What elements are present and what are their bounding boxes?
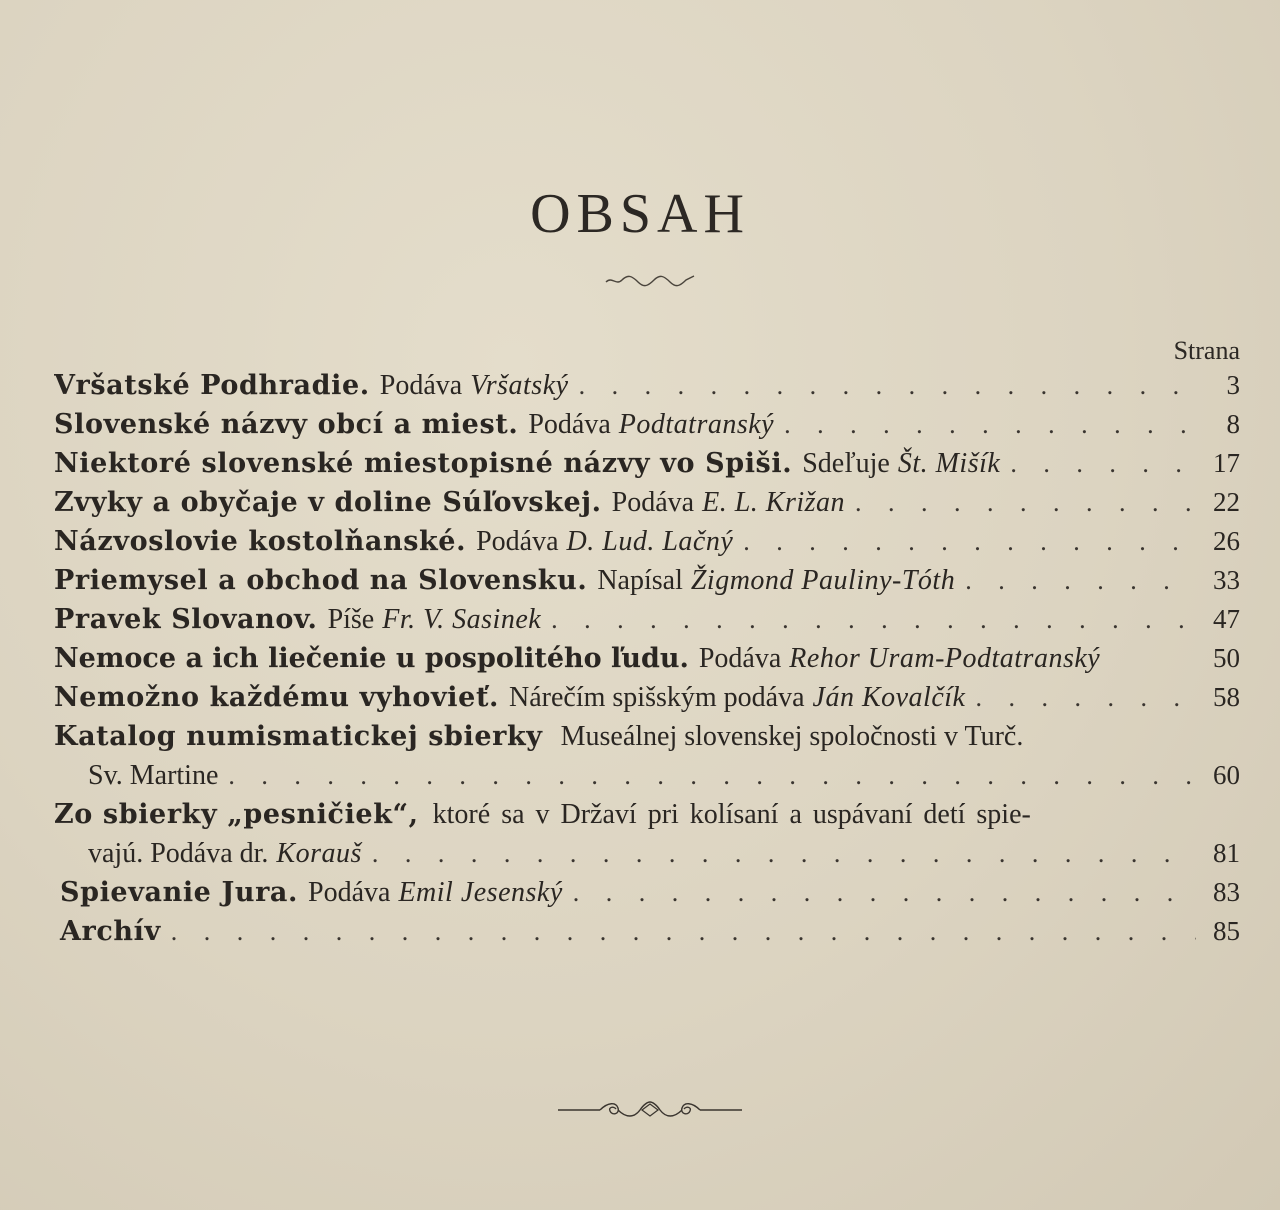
entry-verb: Podáva [528,409,611,440]
toc-entry [54,444,1240,483]
entry-title: Katalog numismatickej sbierky [54,721,543,752]
entry-author: Ján Kovalčík [812,682,966,713]
entry-text: Museálnej slovenskej spoločnosti v Turč. [560,721,1024,752]
dot-leader [579,366,1196,405]
entry-page: 8 [1226,409,1240,439]
dot-leader [1010,444,1196,483]
dot-leader [171,912,1196,951]
toc-entry [54,522,1240,561]
page-title: OBSAH [530,183,750,245]
entry-author: Žigmond Pauliny-Tóth [690,565,956,596]
entry-author: Rehor Uram-Podtatranský [789,643,1101,674]
entry-title: Zo sbierky „pesničiek“, [54,799,419,830]
entry-page: 81 [1213,838,1240,868]
entry-verb: Napísal [597,565,683,596]
entry-title: Slovenské názvy obcí a miest. [54,409,519,440]
entry-page: 58 [1213,682,1240,712]
table-of-contents [54,366,1240,951]
entry-author: Fr. V. Sasinek [382,604,542,635]
entry-title: Zvyky a obyčaje v doline Súľovskej. [54,487,602,518]
entry-verb: Podáva [698,643,782,674]
entry-page: 3 [1226,370,1240,400]
entry-title: Vršatské Podhradie. [54,370,370,401]
dot-leader [784,405,1196,444]
toc-entry [54,678,1240,717]
entry-page: 17 [1213,448,1240,478]
toc-entry [54,405,1240,444]
toc-entry [54,483,1240,522]
entry-title: Nemožno každému vyhovieť. [54,682,500,713]
entry-page: 50 [1213,643,1240,673]
entry-verb: Podáva [476,526,559,557]
dot-leader [372,834,1196,873]
toc-entry [54,600,1240,639]
entry-text-continued: Sv. Martine [88,760,219,791]
dot-leader [573,873,1196,912]
entry-title: Nemoce a ich liečenie u pospolitého ľudu. [54,643,689,674]
entry-page: 83 [1213,877,1240,907]
entry-page: 47 [1213,604,1240,634]
page-column-header: Strana [1173,336,1240,365]
entry-verb: Podáva [611,487,695,518]
dot-leader [965,561,1196,600]
entry-text: ktoré sa v Državí pri kolísaní a uspávaní detí spie- [432,799,1031,830]
entry-title: Názvoslovie kostolňanské. [54,526,467,557]
entry-title: Priemysel a obchod na Slovensku. [54,565,588,596]
entry-verb: Sdeľuje [802,448,890,479]
entry-author: E. L. Križan [702,487,846,518]
toc-entry-katalog [54,717,1240,795]
entry-verb: Podáva [308,877,391,908]
entry-author: D. Lud. Lačný [566,526,734,557]
toc-entry-zo-sbierky [54,795,1240,873]
dot-leader [743,522,1196,561]
entry-title: Niektoré slovenské miestopisné názvy vo Spiši. [54,448,793,479]
entry-page: 33 [1213,565,1240,595]
title-flourish-icon [604,274,696,288]
entry-author: Št. Mišík [897,448,1001,479]
toc-entry [54,873,1240,912]
entry-page: 22 [1213,487,1240,517]
entry-author: Emil Jesenský [398,877,563,908]
entry-title: Archív [60,916,161,947]
toc-entry [54,639,1240,678]
entry-page: 26 [1213,526,1240,556]
scroll-flourish-icon [556,1098,744,1122]
entry-author: Vršatský [470,370,569,401]
entry-title: Spievanie Jura. [60,877,298,908]
dot-leader [228,756,1196,795]
dot-leader [975,678,1196,717]
entry-page: 85 [1213,916,1240,946]
toc-entry [54,366,1240,405]
entry-title: Pravek Slovanov. [54,604,318,635]
dot-leader [855,483,1196,522]
entry-text-continued: vajú. Podáva dr. [88,838,269,869]
entry-verb: Nárečím spišským podáva [509,682,805,713]
toc-entry [54,912,1240,951]
entry-verb: Píše [327,604,375,635]
entry-author: Podtatranský [618,409,775,440]
entry-author: Korauš [276,838,362,869]
entry-page: 60 [1213,760,1240,790]
dot-leader [551,600,1196,639]
toc-entry [54,561,1240,600]
entry-verb: Podáva [379,370,463,401]
